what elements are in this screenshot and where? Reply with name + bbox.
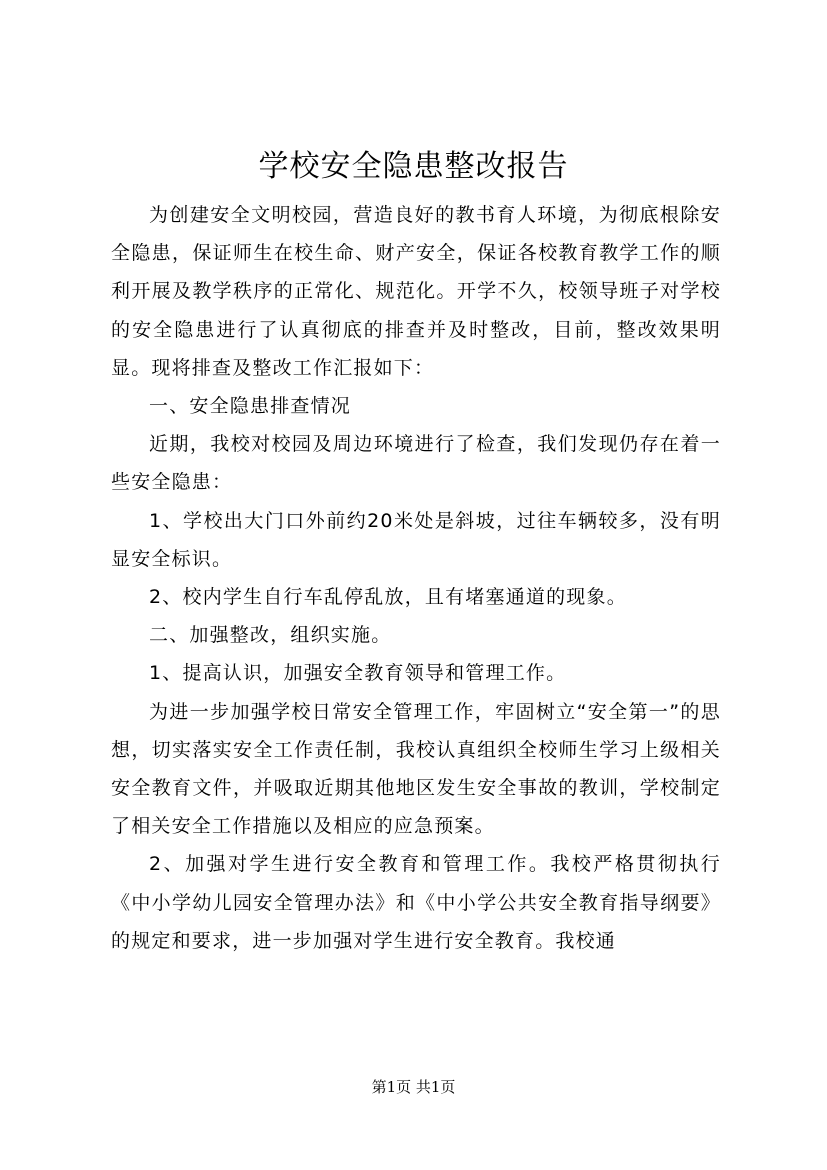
section-heading-rectification: 二、加强整改，组织实施。 (149, 624, 392, 647)
paragraph-inspection: 近期，我校对校园及周边环境进行了检查，我们发现仍存在着一些安全隐患： (111, 433, 721, 494)
list-item-measure-2: 2、加强对学生进行安全教育和管理工作。我校严格贯彻执行《中小学幼儿园安全管理办法》和《中小学公共安全教育指导纲要》的规定和要求，进一步加强对学生进行安全教育。我校通 (111, 853, 721, 952)
paragraph-intro: 为创建安全文明校园，营造良好的教书育人环境，为彻底根除安全隐患，保证师生在校生命、财产安全，保证各校教育教学工作的顺利开展及教学秩序的正常化、规范化。开学不久，校领导班子对学校的安全隐患进行了认真彻底的排查并及时整改，目前，整改效果明显。现将排查及整改工作汇报如下： (111, 204, 721, 379)
list-item-measure-1: 1、提高认识，加强安全教育领导和管理工作。 (149, 662, 567, 685)
document-body (111, 196, 721, 960)
page-number-footer: 第1页 共1页 (371, 1078, 456, 1096)
paragraph-measure-1-detail: 为进一步加强学校日常安全管理工作，牢固树立“安全第一”的思想，切实落实安全工作责任制，我校认真组织全校师生学习上级相关安全教育文件，并吸取近期其他地区发生安全事故的教训，学校制定了相关安全工作措施以及相应的应急预案。 (111, 700, 721, 838)
section-heading-inspection: 一、安全隐患排查情况 (149, 395, 352, 418)
list-item-hazard-2: 2、校内学生自行车乱停乱放，且有堵塞通道的现象。 (149, 586, 627, 609)
list-item-hazard-1: 1、学校出大门口外前约20米处是斜坡，过往车辆较多，没有明显安全标识。 (111, 509, 721, 570)
document-title: 学校安全隐患整改报告 (258, 149, 569, 184)
